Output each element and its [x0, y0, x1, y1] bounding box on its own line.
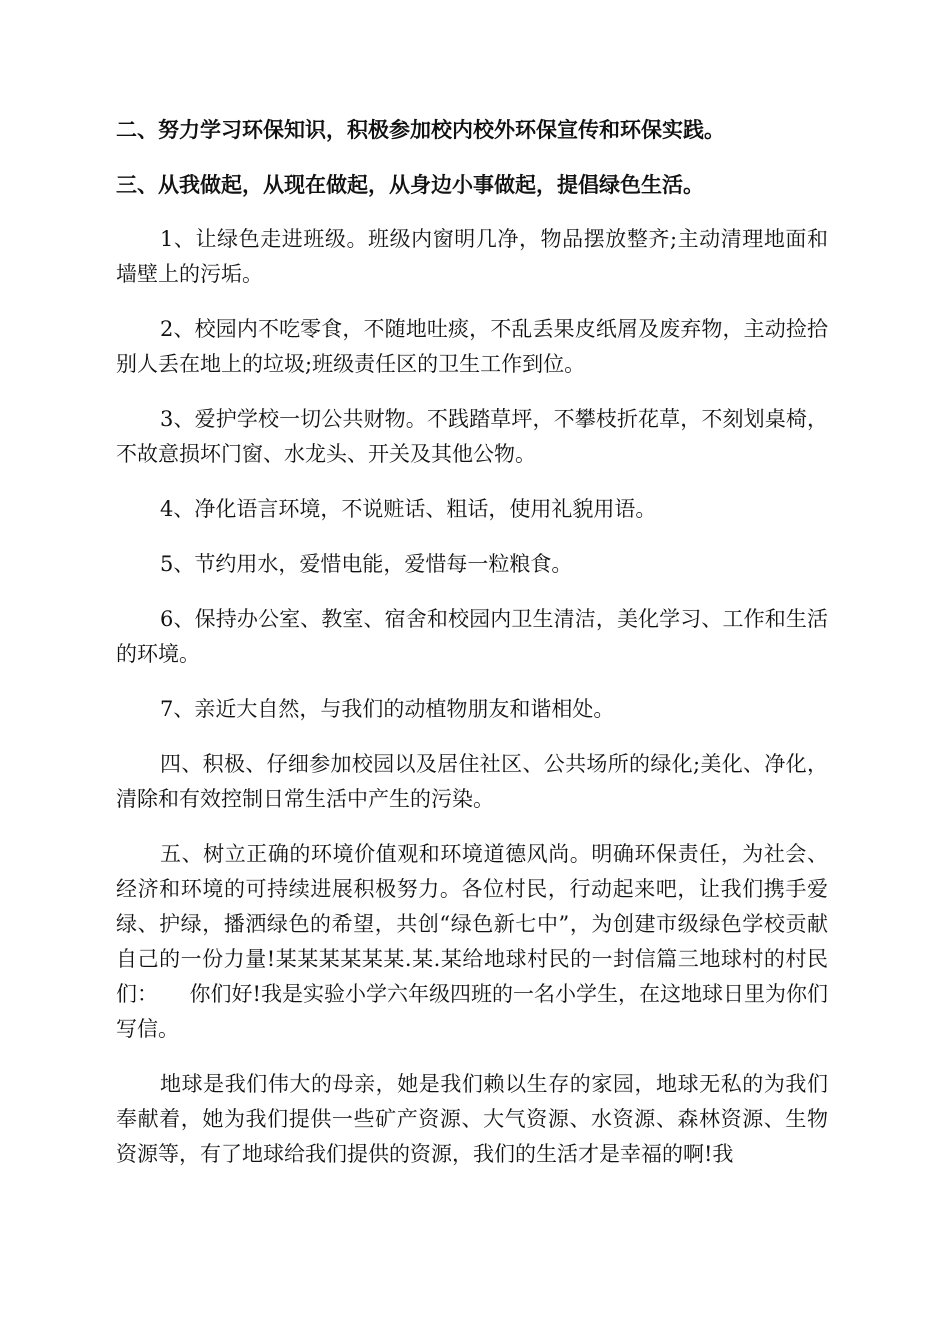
section-heading-3: 三、从我做起，从现在做起，从身边小事做起，提倡绿色生活。: [116, 172, 704, 197]
list-item: 1、让绿色走进班级。班级内窗明几净，物品摆放整齐;主动清理地面和墙壁上的污垢。: [116, 227, 828, 286]
list-item: 6、保持办公室、教室、宿舍和校园内卫生清洁，美化学习、工作和生活的环境。: [116, 607, 828, 666]
list-item: 4、净化语言环境，不说赃话、粗话，使用礼貌用语。: [160, 497, 657, 521]
list-item: 7、亲近大自然，与我们的动植物朋友和谐相处。: [160, 697, 615, 721]
paragraph-section-4: 四、积极、仔细参加校园以及居住社区、公共场所的绿化;美化、净化，清除和有效控制日常生活中产生的污染。: [116, 752, 828, 811]
paragraph-section-5: 五、树立正确的环境价值观和环境道德风尚。明确环保责任，为社会、经济和环境的可持续进展积极努力。各位村民，行动起来吧，让我们携手爱绿、护绿，播洒绿色的希望，共创“绿色新七中”，为创建市级绿色学校贡献自己的一份力量!某某某某某某.某.某给地球村民的一封信篇三地球村的村民们： 你们好!我是实验小学六年级四班的一名小学生，在这地球日里为你们写信。: [116, 842, 828, 1041]
list-item: 3、爱护学校一切公共财物。不践踏草坪，不攀枝折花草，不刻划桌椅，不故意损坏门窗、水龙头、开关及其他公物。: [116, 407, 828, 466]
document-body: [116, 112, 828, 1192]
list-item: 5、节约用水，爱惜电能，爱惜每一粒粮食。: [160, 552, 573, 576]
section-heading-2: 二、努力学习环保知识，积极参加校内校外环保宣传和环保实践。: [116, 117, 725, 142]
list-item: 2、校园内不吃零食，不随地吐痰，不乱丢果皮纸屑及废弃物，主动捡拾别人丢在地上的垃圾;班级责任区的卫生工作到位。: [116, 317, 828, 376]
paragraph-earth: 地球是我们伟大的母亲，她是我们赖以生存的家园，地球无私的为我们奉献着，她为我们提供一些矿产资源、大气资源、水资源、森林资源、生物资源等，有了地球给我们提供的资源，我们的生活才是幸福的啊!我: [116, 1072, 828, 1166]
